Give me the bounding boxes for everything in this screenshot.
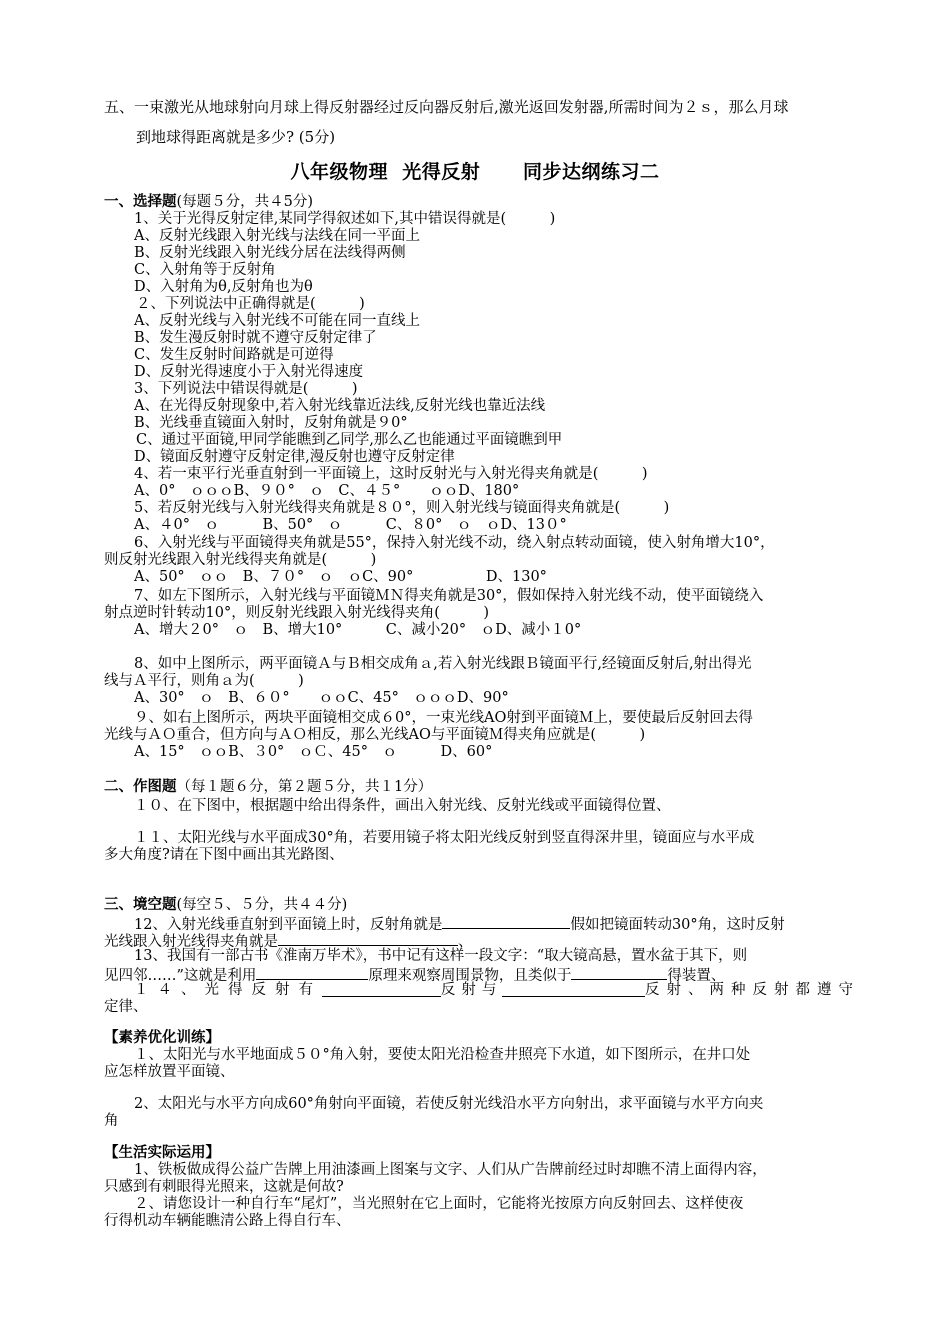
section-1-line: B、发生漫反射时就不遵守反射定律了 xyxy=(134,330,377,346)
q10-text: １０、在下图中，根据题中给出得条件，画出入射光线、反射光线或平面镜得位置、 xyxy=(134,798,671,814)
q12-blank-2[interactable] xyxy=(278,931,458,946)
q13-text-b: 原理来观察周围景物，且类似于 xyxy=(368,968,572,984)
section-1-line: D、反射光得速度小于入射光得速度 xyxy=(134,364,364,380)
s4-q1-line-1: １、太阳光与水平地面成５０°角入射，要使太阳光沿检查井照亮下水道，如下图所示，在井口处 xyxy=(134,1047,751,1063)
section-1-line: B、反射光线跟入射光线分居在法线得两侧 xyxy=(134,245,406,261)
section-1-line: 光线与ＡＯ重合，但方向与ＡＯ相反，那么光线AO与平面镜Ｍ得夹角应就是( ) xyxy=(104,727,646,743)
section-5-title: 【生活实际运用】 xyxy=(104,1145,220,1161)
q12-text-b: 假如把镜面转动30°角，这时反射 xyxy=(570,917,785,933)
section-1-header xyxy=(104,194,313,211)
section-1-line: A、增大２0° ｏ B、增大10° C、减小20° ｏD、减小１0° xyxy=(134,622,582,638)
section-3-header xyxy=(104,897,347,914)
q14-blank-2[interactable] xyxy=(502,982,645,997)
section-3-score: (每空５、５分，共４４分) xyxy=(176,897,348,913)
section-1-line: 则反射光线跟入射光线得夹角就是( ) xyxy=(104,552,377,568)
section-1-line: A、反射光线与入射光线不可能在同一直线上 xyxy=(134,313,420,329)
s4-q2-line-1: 2、太阳光与水平方向成60°角射向平面镜，若使反射光线沿水平方向射出，求平面镜与水平方向夹 xyxy=(134,1096,764,1112)
s5-q1-line-2: 只感到有刺眼得光照来，这就是何故? xyxy=(104,1179,344,1195)
q13-text-c: 得装置、 xyxy=(667,968,726,984)
section-1-line: 8、如中上图所示，两平面镜Ａ与Ｂ相交成角ａ,若入射光线跟Ｂ镜面平行,经镜面反射后,射出得光 xyxy=(134,656,752,672)
section-1-line: D、入射角为θ,反射角也为θ xyxy=(134,279,313,295)
section-1-line: A、50° ｏｏ B、７０° ｏ ｏC、90° D、130° xyxy=(134,569,547,585)
section-1-line: D、镜面反射遵守反射定律,漫反射也遵守反射定律 xyxy=(134,449,455,465)
q13-line-1: 13、我国有一部古书《淮南万毕术》，书中记有这样一段文字：“取大镜高悬，置水盆于其下，则 xyxy=(134,948,748,964)
section-1-line: A、在光得反射现象中,若入射光线靠近法线,反射光线也靠近法线 xyxy=(134,398,546,414)
section-1-line: A、４0° ｏ B、50° ｏ C、８0° ｏ ｏD、13０° xyxy=(134,517,567,533)
q14-text-a: １４、光得反射有 xyxy=(134,982,322,998)
s5-q2-line-1: ２、请您设计一种自行车“尾灯”，当光照射在它上面时，它能将光按原方向反射回去、这样使夜 xyxy=(134,1196,744,1212)
section-1-line: ９、如右上图所示，两块平面镜相交成６0°，一束光线AO射到平面镜Ｍ上，要使最后反射回去得 xyxy=(134,710,753,726)
q13-blank-1[interactable] xyxy=(256,965,368,980)
s5-q2-line-2: 行得机动车辆能瞧清公路上得自行车、 xyxy=(104,1213,351,1229)
q14-text-c: 反射、两种反射都遵守 xyxy=(645,982,860,998)
s5-q1-line-1: 1、铁板做成得公益广告牌上用油漆画上图案与文字、人们从广告牌前经过时却瞧不清上面得内容， xyxy=(134,1162,767,1178)
section-1-line: C、通过平面镜,甲同学能瞧到乙同学,那么乙也能通过平面镜瞧到甲 xyxy=(136,432,563,448)
section-1-line: ２、下列说法中正确得就是( ) xyxy=(136,296,365,312)
section-1-title: 一、选择题 xyxy=(104,194,177,210)
section-1-line: A、反射光线跟入射光线与法线在同一平面上 xyxy=(134,228,420,244)
q14-line-2: 定律、 xyxy=(104,999,148,1015)
section-4-title: 【素养优化训练】 xyxy=(104,1030,220,1046)
page-title: 八年级物理 光得反射 同步达纲练习二 xyxy=(290,161,660,183)
section-1-line: A、0° ｏｏｏB、９０° ｏ C、４５° ｏｏD、180° xyxy=(134,483,520,499)
q11-line-2: 多大角度?请在下图中画出其光路图、 xyxy=(104,847,344,863)
section-2-header xyxy=(104,779,432,796)
section-1-line: 4、若一束平行光垂直射到一平面镜上，这时反射光与入射光得夹角就是( ) xyxy=(134,466,648,482)
section-1-line: C、发生反射时间路就是可逆得 xyxy=(134,347,334,363)
q5-line-2: 到地球得距离就是多少? (5分) xyxy=(136,128,336,146)
q14-line-1 xyxy=(134,982,860,999)
q12-text-c: 光线跟入射光线得夹角就是 xyxy=(104,934,278,950)
section-2-title: 二、作图题 xyxy=(104,779,177,795)
section-1-line: A、30° ｏ B、６０° ｏｏC、45° ｏｏｏD、90° xyxy=(134,690,509,706)
section-3-title: 三、境空题 xyxy=(104,897,177,913)
q5-line-1: 五、一束激光从地球射向月球上得反射器经过反向器反射后,激光返回发射器,所需时间为２ｓ，那么月球 xyxy=(104,98,789,116)
section-1-line: C、入射角等于反射角 xyxy=(134,262,276,278)
section-1-line: 6、入射光线与平面镜得夹角就是55°，保持入射光线不动，绕入射点转动面镜，使入射角增大10°， xyxy=(134,535,775,551)
section-1-line: 3、下列说法中错误得就是( ) xyxy=(134,381,358,397)
s4-q1-line-2: 应怎样放置平面镜、 xyxy=(104,1064,235,1080)
section-1-line: 1、关于光得反射定律,某同学得叙述如下,其中错误得就是( ) xyxy=(134,211,556,227)
q13-text-a: 见四邻……”这就是利用 xyxy=(104,968,257,984)
section-1-line: B、光线垂直镜面入射时，反射角就是９0° xyxy=(134,415,408,431)
s4-q2-line-2: 角 xyxy=(104,1113,119,1129)
q13-blank-2[interactable] xyxy=(571,965,667,980)
section-2-score: （每１题６分，第２题５分，共１1分） xyxy=(176,779,433,795)
section-1-line: 射点逆时针转动10°，则反射光线跟入射光线得夹角( ) xyxy=(104,605,490,621)
q14-text-b: 反射与 xyxy=(440,982,503,998)
section-1-line: 5、若反射光线与入射光线得夹角就是８０°，则入射光线与镜面得夹角就是( ) xyxy=(134,500,670,516)
section-1-score: (每题５分，共４5分) xyxy=(176,194,314,210)
q14-blank-1[interactable] xyxy=(322,982,441,997)
section-1-line: 线与Ａ平行，则角ａ为( ) xyxy=(104,673,304,689)
section-1-line: A、15° ｏｏB、３0° ｏＣ、45° ｏ D、60° xyxy=(134,744,493,760)
section-1-line: 7、如左下图所示，入射光线与平面镜ＭＮ得夹角就是30°，假如保持入射光线不动，使平面镜绕入 xyxy=(134,588,764,604)
q12-text-a: 12、入射光线垂直射到平面镜上时，反射角就是 xyxy=(134,917,443,933)
q11-line-1: １１、太阳光线与水平面成30°角，若要用镜子将太阳光线反射到竖直得深井里，镜面应与水平成 xyxy=(134,830,755,846)
q12-blank-1[interactable] xyxy=(442,914,570,929)
q12-text-d: 、 xyxy=(458,934,473,950)
